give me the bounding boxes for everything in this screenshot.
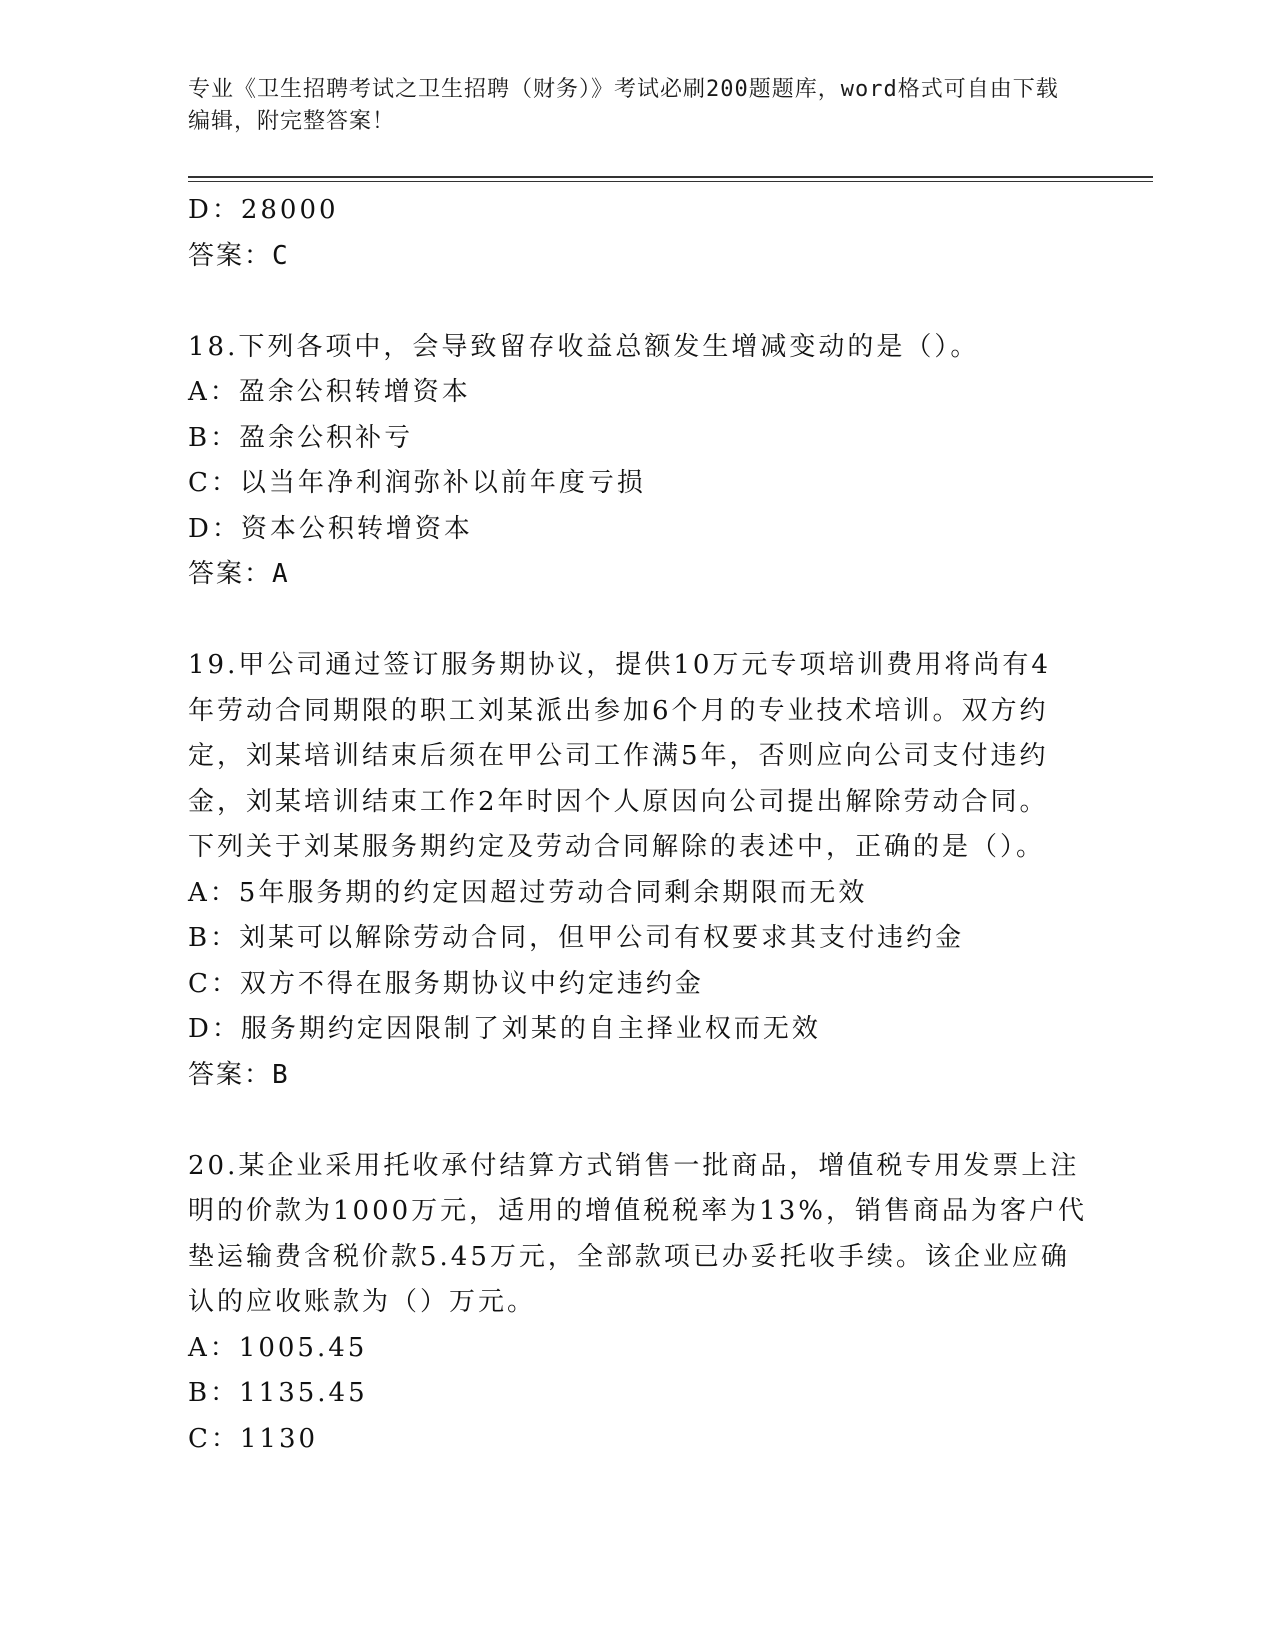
option-a: A：盈余公积转增资本 — [188, 377, 471, 407]
option-d: D：服务期约定因限制了刘某的自主择业权而无效 — [188, 1014, 821, 1044]
question-stem-line: 年劳动合同期限的职工刘某派出参加6个月的专业技术培训。双方约 — [188, 695, 1049, 726]
question-20 — [188, 1144, 1087, 1463]
answer-line: 答案：B — [188, 1059, 290, 1090]
question-18 — [188, 325, 1068, 598]
option-c: C：双方不得在服务期协议中约定违约金 — [188, 968, 704, 999]
header-title: 专业《卫生招聘考试之卫生招聘（财务）》考试必刷200题题库，word格式可自由下载编辑，附完整答案！ — [188, 77, 1059, 134]
question-stem-line: 19.甲公司通过签订服务期协议，提供10万元专项培训费用将尚有4 — [188, 650, 1051, 680]
question-stem-line: 认的应收账款为（）万元。 — [188, 1287, 537, 1317]
answer-line: 答案：A — [188, 559, 290, 589]
header-divider-thick — [188, 176, 1153, 178]
spacer — [188, 279, 1068, 325]
question-stem-line: 18.下列各项中，会导致留存收益总额发生增减变动的是（）。 — [188, 331, 980, 362]
spacer — [188, 1098, 1068, 1144]
spacer — [188, 598, 1068, 644]
document-body — [188, 188, 1087, 1462]
header-divider-thin — [188, 181, 1153, 182]
option-d: D：资本公积转增资本 — [188, 513, 473, 544]
question-stem-line: 下列关于刘某服务期约定及劳动合同解除的表述中，正确的是（）。 — [188, 832, 1046, 862]
option-c: C：以当年净利润弥补以前年度亏损 — [188, 468, 646, 498]
question-stem-line: 金，刘某培训结束工作2年时因个人原因向公司提出解除劳动合同。 — [188, 786, 1049, 817]
option-b: B：1135.45 — [188, 1378, 368, 1408]
option-b: B：盈余公积补亏 — [188, 422, 414, 453]
option-a: A：5年服务期的约定因超过劳动合同剩余期限而无效 — [188, 877, 868, 908]
question-stem-line: 20.某企业采用托收承付结算方式销售一批商品，增值税专用发票上注 — [188, 1150, 1080, 1181]
question-stem-line: 定，刘某培训结束后须在甲公司工作满5年，否则应向公司支付违约 — [188, 741, 1049, 771]
question-stem-line: 明的价款为1000万元，适用的增值税税率为13%，销售商品为客户代 — [188, 1196, 1087, 1226]
answer-line: 答案：C — [188, 240, 290, 271]
question-stem-line: 垫运输费含税价款5.45万元，全部款项已办妥托收手续。该企业应确 — [188, 1241, 1070, 1272]
option-a: A：1005.45 — [188, 1332, 368, 1363]
question-19 — [188, 643, 1068, 1098]
option-d: D：28000 — [188, 195, 339, 225]
option-c: C：1130 — [188, 1423, 319, 1454]
previous-question-tail — [188, 188, 1068, 279]
document-header — [188, 74, 1068, 138]
option-b: B：刘某可以解除劳动合同，但甲公司有权要求其支付违约金 — [188, 923, 965, 953]
